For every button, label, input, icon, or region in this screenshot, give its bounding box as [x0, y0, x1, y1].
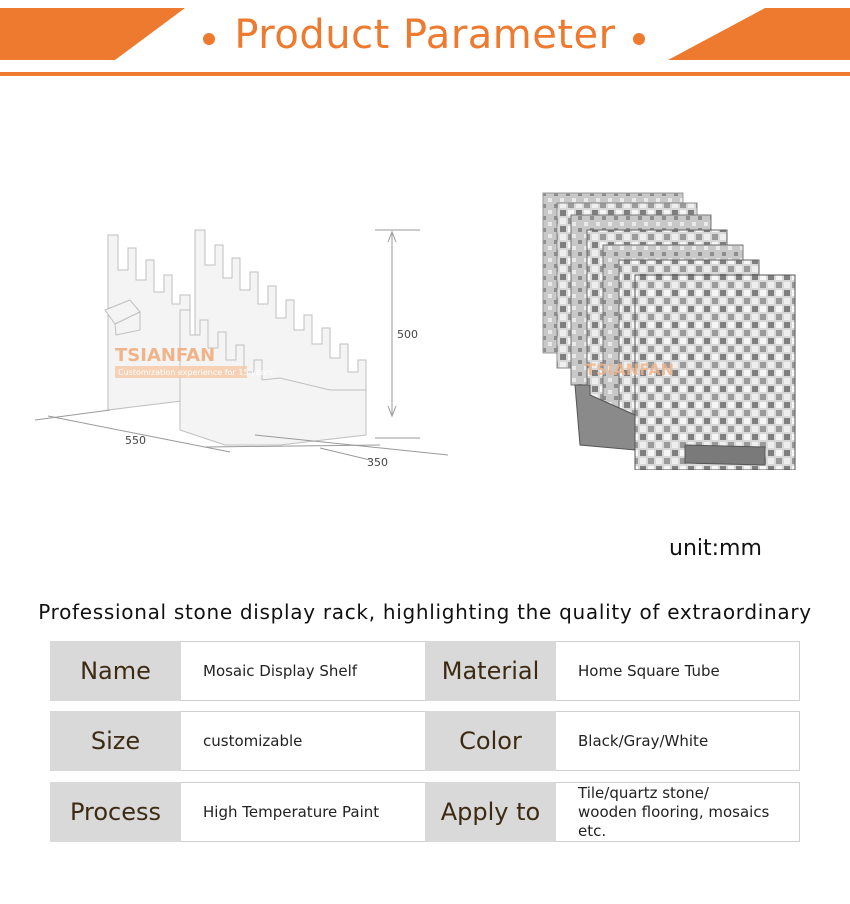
spec-value: Mosaic Display Shelf — [181, 641, 425, 701]
spec-row — [50, 782, 800, 842]
spec-value-multiline — [556, 782, 800, 842]
unit-label: unit:mm — [669, 536, 762, 561]
diagram-watermark-brand: TSIANFAN — [115, 345, 216, 366]
spec-label: Apply to — [425, 782, 556, 842]
photo-watermark-brand: TSIANFAN — [585, 360, 675, 379]
header-dot-right — [633, 33, 645, 45]
spec-label: Process — [50, 782, 181, 842]
spec-label: Size — [50, 711, 181, 771]
dimension-height-label: 500 — [397, 328, 418, 341]
spec-value: Black/Gray/White — [556, 711, 800, 771]
page-title: Product Parameter — [234, 12, 616, 58]
spec-row — [50, 711, 800, 771]
spec-value-line: wooden flooring, mosaics etc. — [578, 802, 770, 840]
spec-label: Material — [425, 641, 556, 701]
rack-dimension-drawing — [30, 220, 450, 480]
dimension-depth-label: 350 — [367, 456, 388, 469]
spec-value: customizable — [181, 711, 425, 771]
diagram-watermark-tagline: Customization experience for 15 years — [118, 368, 274, 377]
spec-row — [50, 641, 800, 701]
spec-value: High Temperature Paint — [181, 782, 425, 842]
mosaic-rack-photo — [535, 185, 805, 470]
spec-value-line: Tile/quartz stone/ — [578, 783, 709, 802]
product-tagline: Professional stone display rack, highlighting the quality of extraordinary — [38, 600, 812, 624]
dimension-width-label: 550 — [125, 434, 146, 447]
spec-label: Color — [425, 711, 556, 771]
spec-value: Home Square Tube — [556, 641, 800, 701]
page-header — [0, 0, 850, 80]
spec-label: Name — [50, 641, 181, 701]
